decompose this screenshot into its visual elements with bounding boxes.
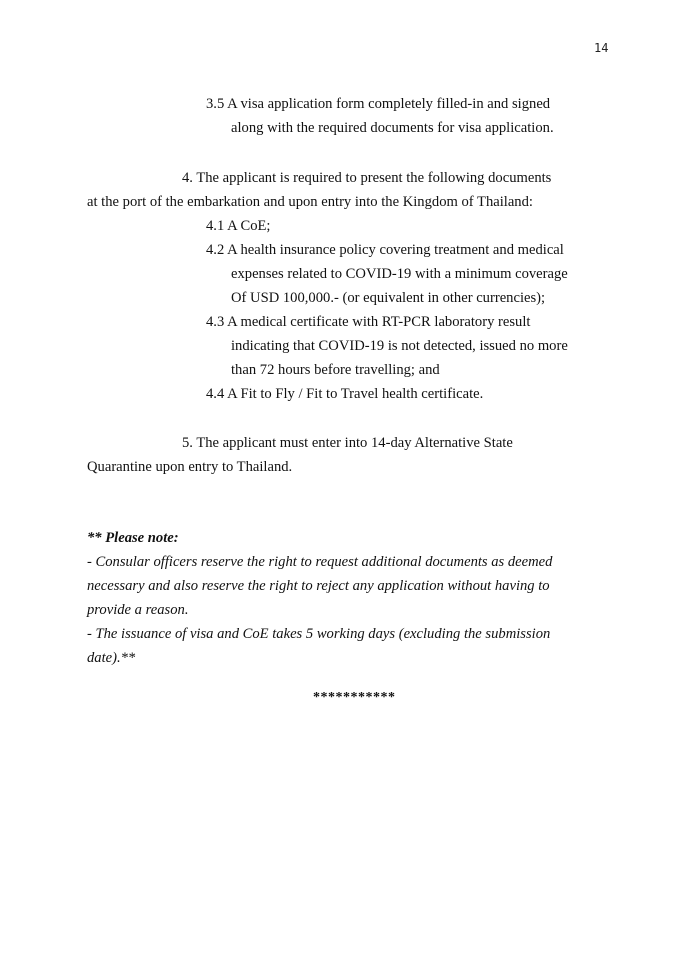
item-4-3-line-3: than 72 hours before travelling; and	[231, 362, 440, 378]
item-3-5-line-1: 3.5 A visa application form completely filled-in and signed	[206, 96, 551, 112]
page-number: 14	[594, 41, 609, 55]
item-4-2-line-1: 4.2 A health insurance policy covering treatment and medical	[206, 242, 564, 258]
note-heading: ** Please note:	[87, 530, 179, 546]
item-4-1: 4.1 A CoE;	[206, 218, 271, 234]
item-3-5-line-2: along with the required documents for visa application.	[231, 120, 554, 136]
note-line-1: - Consular officers reserve the right to request additional documents as deemed	[87, 554, 553, 570]
item-4-3-line-2: indicating that COVID-19 is not detected, issued no more	[231, 338, 568, 354]
note-line-2: necessary and also reserve the right to reject any application without having to	[87, 578, 550, 594]
item-5-line-2: Quarantine upon entry to Thailand.	[87, 459, 293, 475]
item-5-line-1: 5. The applicant must enter into 14-day Alternative State	[182, 435, 513, 451]
item-4-4: 4.4 A Fit to Fly / Fit to Travel health certificate.	[206, 386, 484, 402]
item-4-2-line-3: Of USD 100,000.- (or equivalent in other currencies);	[231, 290, 546, 306]
item-4-3-line-1: 4.3 A medical certificate with RT-PCR laboratory result	[206, 314, 531, 330]
note-line-3: provide a reason.	[87, 602, 189, 618]
note-line-4: - The issuance of visa and CoE takes 5 working days (excluding the submission	[87, 626, 551, 642]
note-line-5: date).**	[87, 650, 136, 666]
item-4-line-2: at the port of the embarkation and upon entry into the Kingdom of Thailand:	[87, 194, 533, 210]
end-separator: ***********	[313, 690, 396, 705]
item-4-line-1: 4. The applicant is required to present the following documents	[182, 170, 552, 186]
item-4-2-line-2: expenses related to COVID-19 with a minimum coverage	[231, 266, 568, 282]
